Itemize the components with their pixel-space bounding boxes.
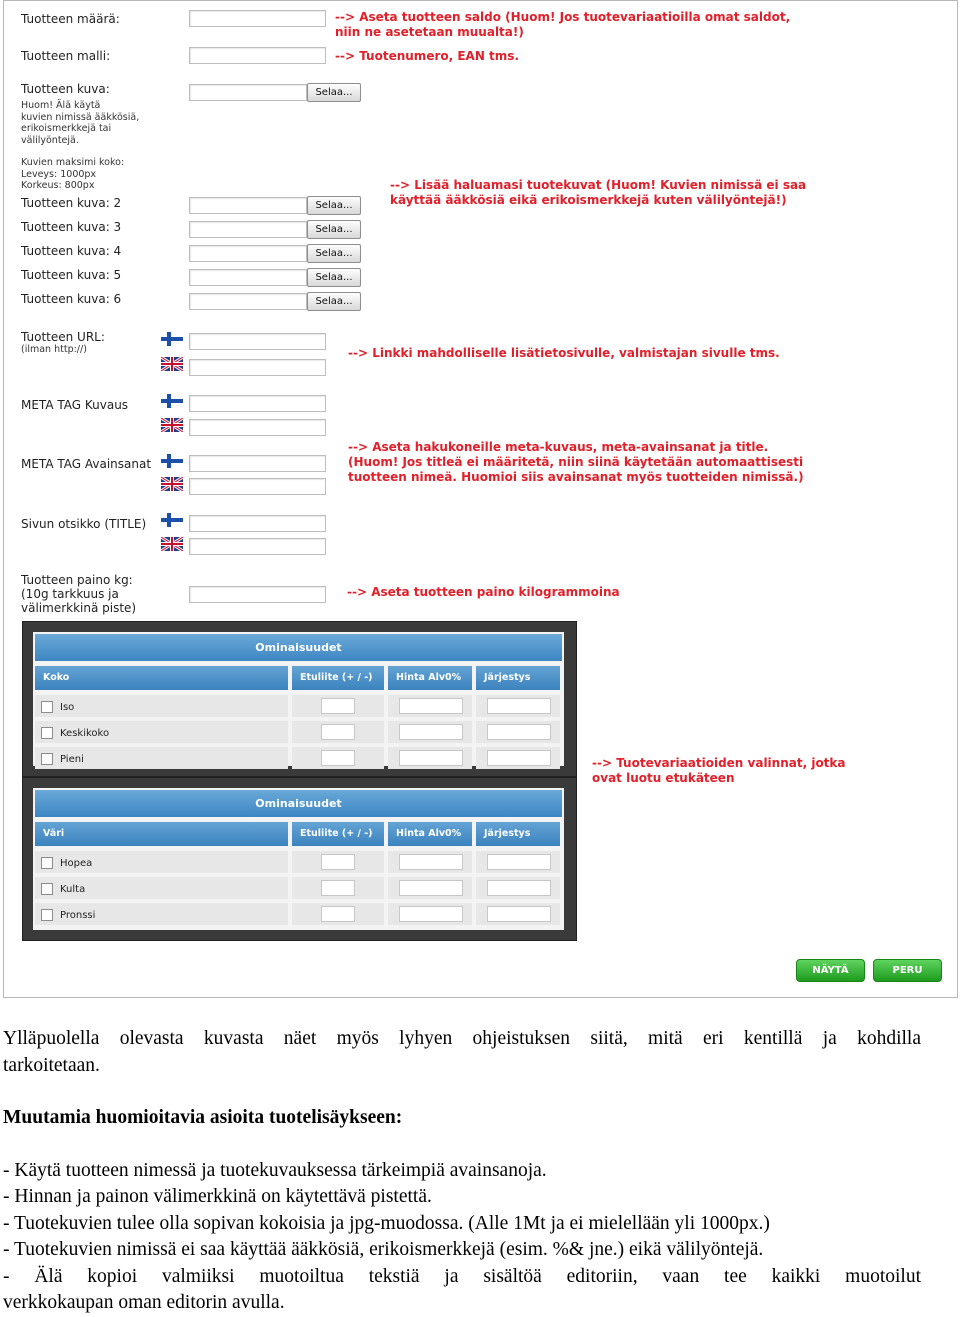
image-file-input-4[interactable]: [189, 245, 307, 262]
row-checkbox[interactable]: [41, 753, 53, 765]
model-label: Tuotteen malli:: [21, 49, 111, 63]
title-label: Sivun otsikko (TITLE): [21, 517, 147, 531]
qty-input[interactable]: [189, 10, 326, 27]
url-hint: (ilman http://): [21, 344, 87, 355]
bullet-item: - Tuotekuvien tulee olla sopivan kokoisia ja jpg-muodossa. (Alle 1Mt ja ei mielellään yli 1000px.): [3, 1213, 770, 1234]
order-input[interactable]: [487, 906, 551, 922]
title-input-fi[interactable]: [189, 515, 326, 532]
prefix-input[interactable]: [321, 724, 355, 740]
panel-title: Ominaisuudet: [35, 790, 562, 817]
row-label: Keskikoko: [60, 728, 110, 739]
weight-input[interactable]: [189, 586, 326, 603]
qty-note: --> Aseta tuotteen saldo (Huom! Jos tuotevariaatioilla omat saldot, niin ne asetetaan muualta!): [335, 10, 791, 39]
image-file-input-6[interactable]: [189, 293, 307, 310]
variants-note: --> Tuotevariaatioiden valinnat, jotka ovat luotu etukäteen: [592, 756, 846, 785]
browse-button-2[interactable]: Selaa...: [307, 196, 361, 215]
row-checkbox[interactable]: [41, 701, 53, 713]
image-label-3: Tuotteen kuva: 3: [21, 220, 122, 234]
browse-button-4[interactable]: Selaa...: [307, 244, 361, 263]
meta-note: --> Aseta hakukoneille meta-kuvaus, meta-avainsanat ja title. (Huom! Jos titleä ei määritetä, niin siinä käytetään automaattisesti tuotteen nimeä. Huomioi siis avainsanat myös tuotteiden nimissä.): [348, 440, 804, 484]
uk-flag-icon: [161, 477, 183, 491]
screenshot-frame: [3, 0, 958, 998]
price-input[interactable]: [399, 880, 463, 896]
row-label: Pronssi: [60, 910, 96, 921]
image-label: Tuotteen kuva:: [21, 82, 110, 96]
finnish-flag-icon: [161, 513, 183, 527]
prefix-input[interactable]: [321, 854, 355, 870]
title-input-en[interactable]: [189, 538, 326, 555]
column-header: Väri: [35, 822, 288, 846]
row-label: Kulta: [60, 884, 86, 895]
bullet-item: - Tuotekuvien nimissä ei saa käyttää ääkkösiä, erikoismerkkejä (esim. %& jne.) eikä välilyöntejä.: [3, 1239, 764, 1260]
url-label: Tuotteen URL:: [21, 330, 105, 344]
browse-button-3[interactable]: Selaa...: [307, 220, 361, 239]
image-label-4: Tuotteen kuva: 4: [21, 244, 122, 258]
prefix-input[interactable]: [321, 698, 355, 714]
cancel-button[interactable]: PERU: [873, 959, 942, 982]
meta-description-label: META TAG Kuvaus: [21, 398, 129, 412]
row-label: Iso: [60, 702, 75, 713]
row-checkbox[interactable]: [41, 857, 53, 869]
panel-title: Ominaisuudet: [35, 634, 562, 661]
model-input[interactable]: [189, 47, 326, 64]
finnish-flag-icon: [161, 394, 183, 408]
browse-button-5[interactable]: Selaa...: [307, 268, 361, 287]
prefix-input[interactable]: [321, 906, 355, 922]
image-file-input-3[interactable]: [189, 221, 307, 238]
bullet-item: - Hinnan ja painon välimerkkinä on käytettävä pistettä.: [3, 1186, 432, 1207]
url-note: --> Linkki mahdolliselle lisätietosivulle, valmistajan sivulle tms.: [348, 346, 780, 360]
price-input[interactable]: [399, 750, 463, 766]
weight-note: --> Aseta tuotteen paino kilogrammoina: [347, 585, 620, 599]
variant-table: [33, 788, 564, 930]
qty-label: Tuotteen määrä:: [21, 12, 120, 26]
section-heading: Muutamia huomioitavia asioita tuotelisäykseen:: [3, 1107, 403, 1128]
price-input[interactable]: [399, 854, 463, 870]
row-label: Hopea: [60, 858, 93, 869]
price-input[interactable]: [399, 698, 463, 714]
column-header: Järjestys: [476, 822, 560, 846]
column-header: Järjestys: [476, 666, 560, 690]
uk-flag-icon: [161, 418, 183, 432]
order-input[interactable]: [487, 880, 551, 896]
image-file-input-2[interactable]: [189, 197, 307, 214]
browse-button[interactable]: Selaa...: [307, 83, 361, 102]
price-input[interactable]: [399, 724, 463, 740]
weight-label: Tuotteen paino kg: (10g tarkkuus ja välimerkkinä piste): [21, 573, 137, 615]
meta-keywords-input-fi[interactable]: [189, 455, 326, 472]
browse-button-6[interactable]: Selaa...: [307, 292, 361, 311]
order-input[interactable]: [487, 854, 551, 870]
prefix-input[interactable]: [321, 750, 355, 766]
image-file-input-5[interactable]: [189, 269, 307, 286]
order-input[interactable]: [487, 698, 551, 714]
bullet-item-end: verkkokaupan oman editorin avulla.: [3, 1292, 285, 1313]
model-note: --> Tuotenumero, EAN tms.: [335, 49, 519, 63]
bullet-item: - Älä kopioi valmiiksi muotoiltua tekstiä ja sisältöä editoriin, vaan tee kaikki muotoilut: [3, 1266, 921, 1287]
finnish-flag-icon: [161, 454, 183, 468]
uk-flag-icon: [161, 357, 183, 371]
variant-panel-size: [22, 621, 577, 777]
images-note: --> Lisää haluamasi tuotekuvat (Huom! Kuvien nimissä ei saa käyttää ääkkösiä eikä erikoismerkkejä kuten välilyöntejä!): [390, 178, 807, 207]
image-size-hint: Kuvien maksimi koko: Leveys: 1000px Korkeus: 800px: [21, 157, 125, 191]
image-label-5: Tuotteen kuva: 5: [21, 268, 122, 282]
image-label-2: Tuotteen kuva: 2: [21, 196, 122, 210]
uk-flag-icon: [161, 537, 183, 551]
variant-panel-color: [22, 777, 577, 941]
column-header: Koko: [35, 666, 288, 690]
row-checkbox[interactable]: [41, 909, 53, 921]
meta-description-input-en[interactable]: [189, 419, 326, 436]
show-button[interactable]: NÄYTÄ: [796, 959, 865, 982]
column-header: Hinta Alv0%: [388, 822, 472, 846]
column-header: Etuliite (+ / -): [292, 822, 384, 846]
meta-keywords-input-en[interactable]: [189, 478, 326, 495]
order-input[interactable]: [487, 724, 551, 740]
order-input[interactable]: [487, 750, 551, 766]
finnish-flag-icon: [161, 332, 183, 346]
intro-line: Ylläpuolella olevasta kuvasta näet myös lyhyen ohjeistuksen siitä, mitä eri kentillä ja kohdilla: [3, 1028, 921, 1049]
image-label-6: Tuotteen kuva: 6: [21, 292, 122, 306]
meta-keywords-label: META TAG Avainsanat: [21, 457, 152, 471]
row-checkbox[interactable]: [41, 883, 53, 895]
column-header: Etuliite (+ / -): [292, 666, 384, 690]
variant-table: [33, 632, 564, 766]
bullet-item: - Käytä tuotteen nimessä ja tuotekuvauksessa tärkeimpiä avainsanoja.: [3, 1160, 547, 1181]
row-label: Pieni: [60, 754, 84, 765]
row-checkbox[interactable]: [41, 727, 53, 739]
url-input-en[interactable]: [189, 359, 326, 376]
prefix-input[interactable]: [321, 880, 355, 896]
price-input[interactable]: [399, 906, 463, 922]
url-input-fi[interactable]: [189, 333, 326, 350]
image-warning: Huom! Älä käytä kuvien nimissä ääkkösiä, erikoismerkkejä tai välilyöntejä.: [21, 100, 140, 146]
intro-line-end: tarkoitetaan.: [3, 1055, 100, 1076]
meta-description-input-fi[interactable]: [189, 395, 326, 412]
image-file-input[interactable]: [189, 84, 307, 101]
column-header: Hinta Alv0%: [388, 666, 472, 690]
